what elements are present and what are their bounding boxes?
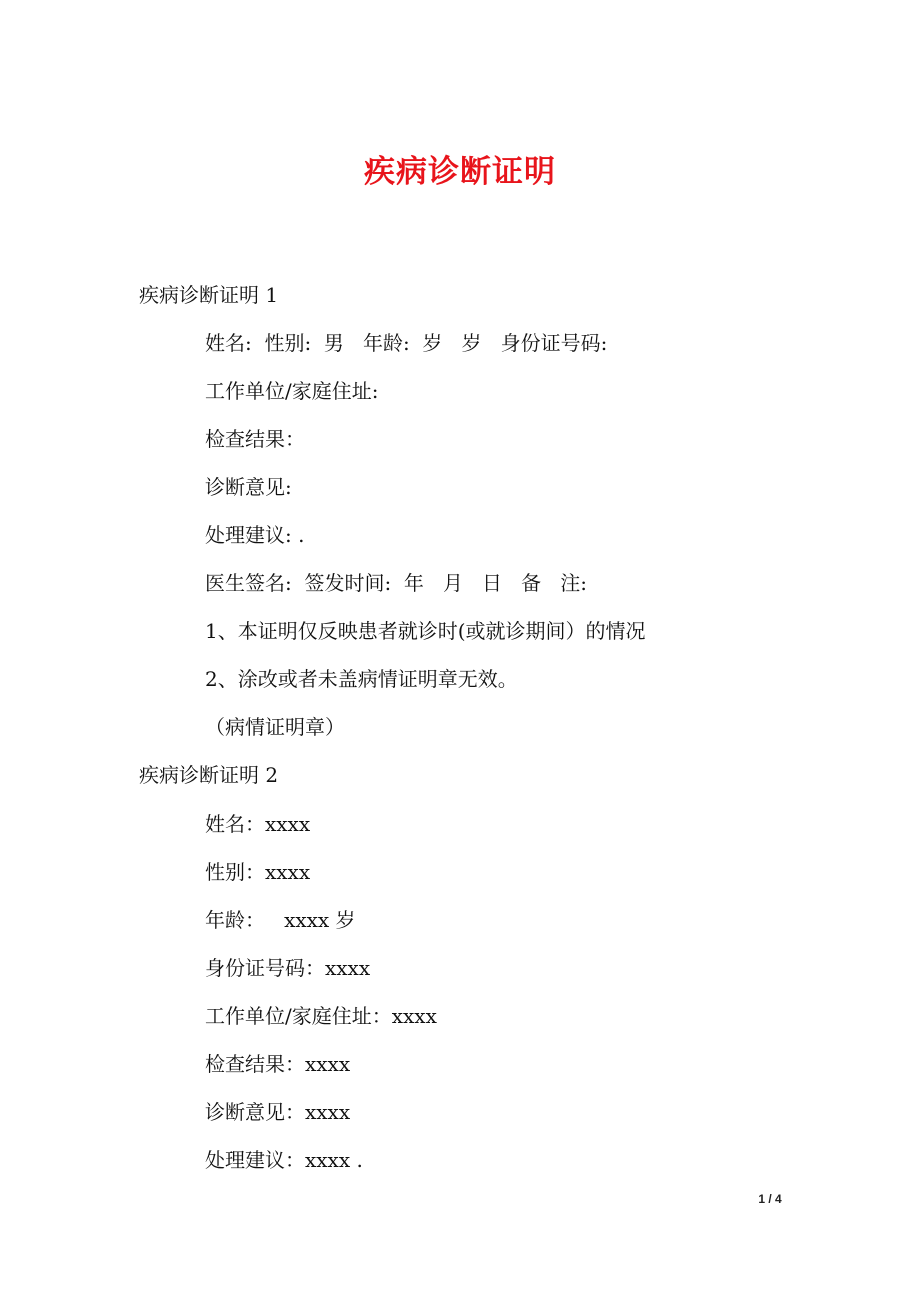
section-2-line-treatment: 处理建议：xxxx .: [205, 1148, 363, 1172]
section-1-line-address: 工作单位/家庭住址:: [205, 379, 379, 403]
section-2-line-name: 姓名：xxxx: [205, 812, 311, 836]
section-2-heading: 疾病诊断证明 2: [139, 763, 279, 787]
section-1-line-exam-result: 检查结果：: [205, 427, 305, 451]
section-1-heading: 疾病诊断证明 1: [139, 283, 279, 307]
section-1-note-2: 2、涂改或者未盖病情证明章无效。: [205, 667, 518, 691]
section-1-seal-label: （病情证明章）: [205, 715, 345, 739]
section-1-line-diagnosis: 诊断意见:: [205, 475, 292, 499]
section-2-line-diagnosis: 诊断意见：xxxx: [205, 1100, 351, 1124]
page-number: 1 / 4: [758, 1192, 782, 1206]
section-2-line-id-number: 身份证号码：xxxx: [205, 956, 371, 980]
document-title: 疾病诊断证明: [364, 154, 556, 190]
section-1-line-personal-info: 姓名: 性别: 男 年龄: 岁 岁 身份证号码:: [205, 331, 608, 355]
section-2-line-address: 工作单位/家庭住址：xxxx: [205, 1004, 437, 1028]
section-2-line-exam-result: 检查结果：xxxx: [205, 1052, 351, 1076]
section-1-line-treatment: 处理建议: .: [205, 523, 305, 547]
section-2-line-gender: 性别：xxxx: [205, 860, 311, 884]
section-1-note-1: 1、本证明仅反映患者就诊时(或就诊期间）的情况: [205, 619, 646, 643]
section-2-line-age: 年龄： xxxx 岁: [205, 908, 356, 932]
section-1-line-doctor-signature: 医生签名: 签发时间: 年 月 日 备 注:: [205, 571, 587, 595]
